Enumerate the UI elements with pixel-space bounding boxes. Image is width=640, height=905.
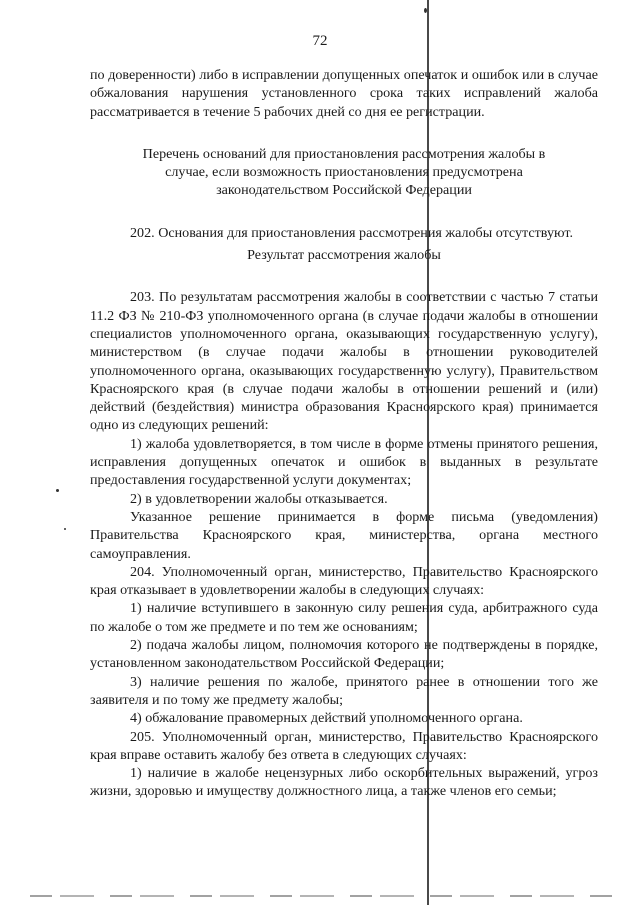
- paragraph-205-item-1: 1) наличие в жалобе нецензурных либо оскорбительных выражений, угроз жизни, здоровью и имуществу должностного лица, а также членов его семьи;: [90, 765, 598, 800]
- scan-speck: [64, 528, 66, 530]
- paragraph-continuation: по доверенности) либо в исправлении допущенных опечаток и ошибок или в случае обжалования нарушения установленного срока таких исправлений жалоба рассматривается в течение 5 рабочих дней со дня ее регистрации.: [90, 67, 598, 120]
- paragraph-203-item-1: 1) жалоба удовлетворяется, в том числе в форме отмены принятого решения, исправления допущенных опечаток и ошибок в выданных в результате предоставления государственной услуги документах;: [90, 435, 598, 489]
- section-heading-suspension: Перечень оснований для приостановления рассмотрения жалобы в случае, если возможность приостановления предусмотрена законодательством Российской Федерации: [142, 145, 546, 199]
- section-heading-result: Результат рассмотрения жалобы: [247, 247, 441, 264]
- paragraph-203-note: Указанное решение принимается в форме письма (уведомления) Правительства Красноярского края, министерства, органа местного самоуправления.: [90, 508, 598, 562]
- paragraph-205: 205. Уполномоченный орган, министерство, Правительство Красноярского края вправе оставить жалобу без ответа в следующих случаях:: [90, 728, 598, 763]
- paragraph-204-item-3: 3) наличие решения по жалобе, принятого ранее в отношении того же заявителя и по тому же предмету жалобы;: [90, 673, 598, 708]
- paragraph-202: 202. Основания для приостановления рассмотрения жалобы отсутствуют.: [130, 224, 573, 241]
- document-body: [90, 66, 598, 801]
- scan-speck: [56, 489, 59, 492]
- paragraph-204-item-1: 1) наличие вступившего в законную силу решения суда, арбитражного суда по жалобе о том же предмете и по тем же основаниям;: [90, 600, 598, 635]
- paragraph-204: 204. Уполномоченный орган, министерство, Правительство Красноярского края отказывает в удовлетворении жалобы в следующих случаях:: [90, 563, 598, 599]
- paragraph-203-item-2: 2) в удовлетворении жалобы отказывается.: [130, 490, 388, 507]
- paragraph-204-item-4: 4) обжалование правомерных действий уполномоченного органа.: [130, 710, 523, 727]
- page-number: 72: [312, 33, 328, 49]
- paragraph-204-item-2: 2) подача жалобы лицом, полномочия которого не подтверждены в порядке, установленном законодательством Российской Федерации;: [90, 637, 598, 672]
- paragraph-203: 203. По результатам рассмотрения жалобы в соответствии с частью 7 статьи 11.2 ФЗ № 210-ФЗ уполномоченного органа (в случае подачи жалобы в отношении специалистов уполномоченного органа, оказывающих государственную услугу), министерством (в случае подачи жалобы в отношении руководителей уполномоченного органа, оказывающих государственную услугу), Правительством Красноярского края (в случае подачи жалобы в отношении решений и (или) действий (бездействия) министра образования Красноярского края) принимается одно из следующих решений:: [90, 289, 598, 434]
- scan-speck: [424, 8, 427, 13]
- scan-bottom-edge: [30, 895, 620, 897]
